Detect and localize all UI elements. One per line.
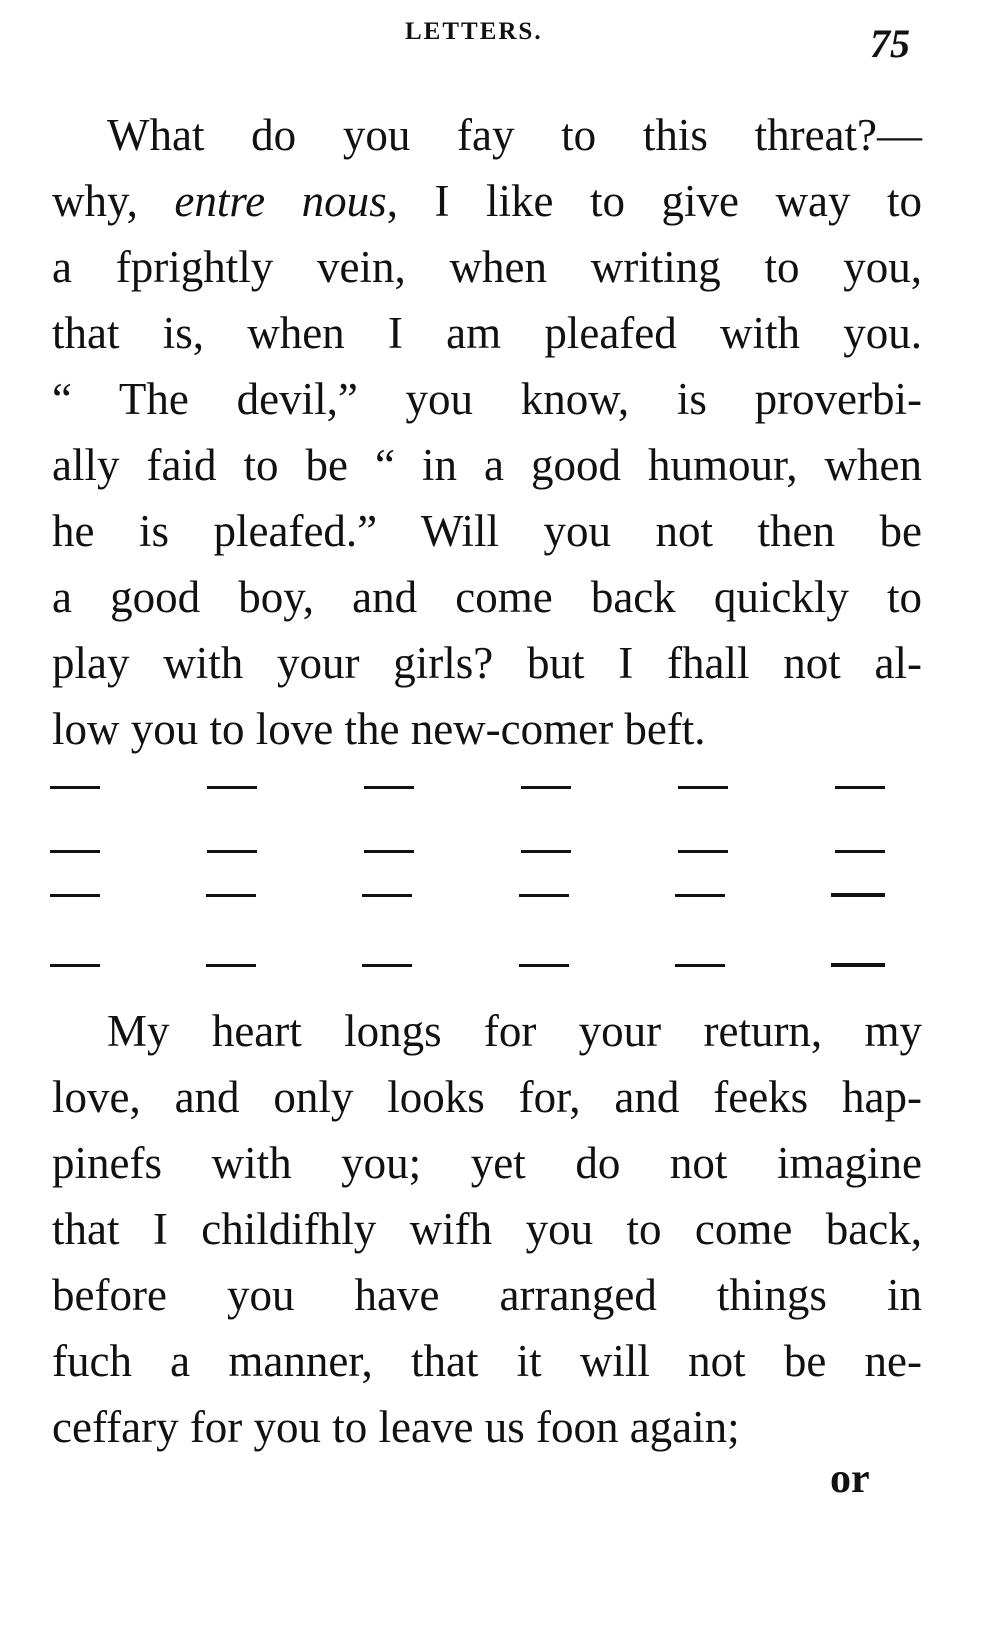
dash-mark — [206, 894, 256, 897]
dash-mark — [835, 786, 885, 789]
dash-mark — [831, 963, 885, 967]
dash-mark — [50, 786, 100, 789]
dash-mark — [207, 850, 257, 853]
text-line: play with your girls? but I fhall not al- — [52, 638, 922, 688]
dash-mark — [206, 964, 256, 967]
dash-mark — [831, 893, 885, 897]
dash-mark — [364, 786, 414, 789]
dash-mark — [362, 964, 412, 967]
dash-row — [50, 783, 885, 791]
dash-mark — [519, 964, 569, 967]
page-number: 75 — [870, 21, 910, 66]
dash-mark — [521, 786, 571, 789]
text-line: ceffary for you to leave us foon again; — [52, 1402, 740, 1452]
dash-mark — [675, 964, 725, 967]
text-line: ally faid to be “ in a good humour, when — [52, 440, 922, 490]
text-line: pinefs with you; yet do not imagine — [52, 1138, 922, 1188]
text-line: he is pleafed.” Will you not then be — [52, 506, 922, 556]
dash-mark — [50, 894, 100, 897]
text-line: low you to love the new-comer beft. — [52, 704, 706, 754]
dash-row — [50, 847, 885, 855]
running-header: LETTERS. — [405, 18, 543, 45]
italic-phrase: entre nous — [174, 176, 387, 226]
dash-mark — [362, 894, 412, 897]
dash-row — [50, 961, 885, 969]
dash-mark — [678, 786, 728, 789]
dash-mark — [364, 850, 414, 853]
dash-mark — [835, 850, 885, 853]
text-line: fuch a manner, that it will not be ne- — [52, 1336, 922, 1386]
dash-mark — [50, 850, 100, 853]
dash-mark — [50, 964, 100, 967]
dash-mark — [678, 850, 728, 853]
text-line: a good boy, and come back quickly to — [52, 572, 922, 622]
text-line: that is, when I am pleafed with you. — [52, 308, 922, 358]
text-line: love, and only looks for, and feeks hap- — [52, 1072, 922, 1122]
text-line: a fprightly vein, when writing to you, — [52, 242, 922, 292]
text-line: My heart longs for your return, my — [107, 1006, 922, 1056]
text-line: why, entre nous, I like to give way to — [52, 176, 922, 226]
dash-row — [50, 891, 885, 899]
dash-mark — [675, 894, 725, 897]
text-line: that I childifhly wifh you to come back, — [52, 1204, 922, 1254]
first-paragraph — [52, 102, 922, 762]
ornamental-dash-separator — [50, 765, 885, 985]
catchword: or — [830, 1456, 870, 1502]
text-line: before you have arranged things in — [52, 1270, 922, 1320]
dash-mark — [207, 786, 257, 789]
second-paragraph — [52, 998, 922, 1460]
dash-mark — [519, 894, 569, 897]
text-line: “ The devil,” you know, is proverbi- — [52, 374, 922, 424]
dash-mark — [521, 850, 571, 853]
text-line: What do you fay to this threat?— — [107, 110, 922, 160]
